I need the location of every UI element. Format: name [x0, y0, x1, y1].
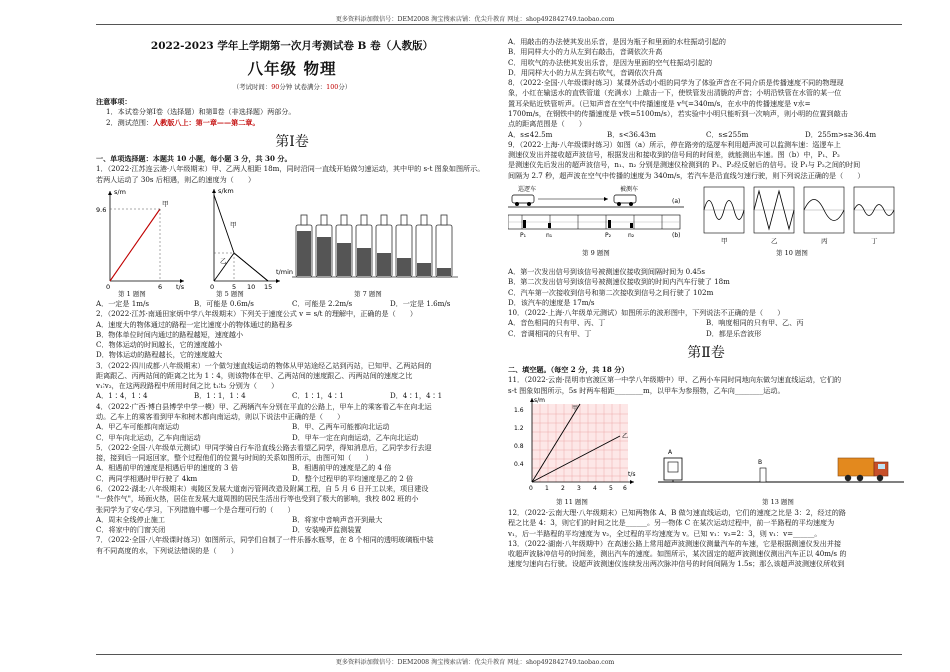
fig5-ylabel: s/km: [218, 186, 234, 195]
q2-option-d: D．物体运动的路程越长，它的速度越大: [96, 350, 223, 360]
fig11-xtick-3: 3: [577, 485, 581, 493]
q9-stem-1: 9．（2022·上海·八年级课时练习）如图（a）所示，停在路旁的巡逻车利用超声波可以监测车速：巡逻车上: [508, 139, 841, 149]
q10-option-b: B．响度相同的只有甲、乙、丙: [706, 318, 804, 328]
q4-stem-2: 动。乙车上的乘客看到甲车和树木都向南运动，则以下说法中正确的是（ ）: [96, 412, 345, 422]
fig11-graph: [514, 397, 636, 492]
q9-q10-figures: [508, 183, 904, 267]
fig13-caption: 第 13 题图: [762, 498, 794, 507]
q5-option-c: C．两同学相遇时甲行驶了 4km: [96, 473, 198, 483]
q13-stem-1: 13．（2022·湖南·八年级期中）在高速公路上常用超声波测速仪测量汽车的车速，它是根据测速仪发出并接: [508, 538, 842, 548]
q6-stem-1: 6．（2022·湖北·八年级期末）夷陵区发展大道南污管网改造及附属工程，自 5 月 6 日开工以来，项目建设: [96, 484, 429, 494]
q1-option-c: C．可能是 2.2m/s: [292, 298, 353, 308]
q13-stem-2: 收超声波脉冲信号的时间差，测出汽车的速度。如图所示，某次固定的超声波测速仪测出汽车正以 40m/s 的: [508, 549, 847, 559]
q6-option-a: A．周末全线停止施工: [96, 514, 165, 524]
q1-options: [96, 299, 488, 309]
q9-stem-4: 间隔为 2.7 秒，超声波在空气中传播的速度为 340m/s，若汽车是沿直线匀速行驶，则下列说法正确的是（ ）: [508, 170, 865, 180]
fig10-label-bing: 丙: [821, 236, 828, 245]
q2-option-c: C．物体运动的时间越长，它的速度越小: [96, 340, 223, 350]
fig1-series-label: 甲: [162, 199, 169, 208]
q3-option-c: C．1∶1，4∶1: [292, 391, 344, 401]
q6-stem-3: 张同学为了安心学习，下列措施中哪一个是合理可行的（ ）: [96, 504, 295, 514]
fig11-xtick-2: 2: [561, 485, 565, 493]
fig9-patrol-label: 巡逻车: [518, 185, 537, 193]
part1-title: 第Ⅰ卷: [275, 133, 309, 150]
fig1-origin: 0: [106, 282, 111, 291]
q8-option-a: A．s≤42.5m: [508, 129, 553, 139]
q9-stem-3: 是测速仪先后发出的超声波信号，n₁、n₂ 分别是测速仪检测到的 P₁、P₂经反射后的信号。设 P₁与 P₂之间的时间: [508, 160, 861, 170]
q9-option-a: A．第一次发出信号到该信号被测速仪接收到间隔时间为 0.45s: [508, 266, 706, 276]
fig5-xtick-0: 0: [210, 282, 215, 291]
q1-option-a: A．一定是 1m/s: [96, 298, 150, 308]
fig1-ylabel: s/m: [114, 187, 126, 196]
q3-option-b: B．1∶1，1∶4: [194, 391, 246, 401]
fig1-graph: [96, 188, 185, 291]
fig11-ytick-12: 1.2: [514, 425, 524, 433]
exam-title: 2022-2023 学年上学期第一次月考测试卷 B 卷（人教版）: [150, 40, 434, 52]
fig13-a-label: A: [668, 449, 673, 457]
q8-stem-4: 1700m/s，在钢铁中的传播速度是 v铁=5100m/s），若实验中小明只能听到一次响声，则小明的位置到敲击: [508, 108, 848, 118]
fig11-ytick-16: 1.6: [514, 407, 524, 415]
q3-stem-1: 3．（2022·四川成都·八年级期末）一个做匀速直线运动的物体从甲站途经乙站到丙站，已知甲、乙两站间的: [96, 360, 432, 370]
q1-q5-q7-figures: [96, 185, 488, 299]
fig1-xtick: 6: [158, 282, 163, 291]
q12-stem-3: v₁，后一半路程的平均速度为 v₂，全过程的平均速度为 v。已知 v₁：v₂=2：3，则 v₁：v=______。: [508, 528, 822, 538]
q4-option-c: C．甲车向北运动，乙车向南运动: [96, 432, 201, 442]
q6-stem-2: "一鼓作气"，场面火热，居住在发展大道周围的居民生活出行等也受到了极大的影响，我校 802 班的小: [96, 494, 419, 504]
q5-stem-2: 接，接到后一同返回家，整个过程他们的位置与时间的关系如图所示，由图可知（ ）: [96, 453, 373, 463]
fig9-diagram: [508, 185, 684, 239]
fig11-fig13-svg: [508, 396, 904, 508]
fig1-ytick: 9.6: [96, 205, 107, 214]
fig9-caption: 第 9 题图: [582, 248, 610, 257]
fig11-ytick-04: 0.4: [514, 461, 524, 469]
q13-stem-3: 速度匀速向右行驶。设超声波测速仪连续发出两次脉冲信号的时间间隔为 1.5s；那么该超声波测速仪所收到: [508, 559, 845, 569]
q5-stem-1: 5．（2022·全国·八年级单元测试）甲同学骑自行车沿直线公路去看望乙同学，得知消息后，乙同学步行去迎: [96, 442, 432, 452]
fig1-xlabel: t/s: [176, 282, 185, 291]
q4-option-d: D．甲车一定在向南运动，乙车向北运动: [292, 432, 419, 442]
part1-heading: 一、单项选择题：本题共 10 小题，每小题 3 分，共 30 分。: [96, 154, 292, 164]
q8-options: [508, 130, 904, 140]
q7-option-b: B．用同样大小的力从左到右敲击，音调依次升高: [508, 47, 663, 57]
fig11-ylabel: s/m: [534, 397, 545, 405]
q10-option-a: A．音色相同的只有甲、丙、丁: [508, 318, 606, 328]
q6-option-c: C．将家中的门窗关闭: [96, 525, 166, 535]
q11-stem-2: s-t 图象如图所示，5s 时两车相距________m，以甲车为参照物，乙车向________运动。: [508, 385, 785, 395]
footer-rule: [96, 654, 902, 655]
page-header: 更多资料添加微信号：DEM2008 淘宝搜索店铺：优尖升教育 网址：shop492842749.taobao.com: [335, 16, 615, 23]
fig5-jia: 甲: [230, 220, 237, 229]
q7-option-d: D．用同样大小的力从左到右吹气，音调依次升高: [508, 67, 663, 77]
time-value: 90: [271, 82, 280, 91]
q11-stem-1: 11．（2022·云南·昆明市官渡区第一中学八年级期中）甲、乙两小车同时同地向东做匀速直线运动，它们的: [508, 375, 842, 385]
q9-option-d: D．该汽车的速度是 17m/s: [508, 297, 595, 307]
fig5-graph: [210, 187, 293, 291]
fig10-caption: 第 10 题图: [776, 248, 808, 257]
fig11-xtick-1: 1: [545, 485, 549, 493]
q3-option-a: A．1∶4，1∶4: [96, 391, 148, 401]
q7-option-a: A．用敲击的办法使其发出乐音，是因为瓶子和里面的水柱振动引起的: [508, 37, 726, 46]
right-column: [508, 37, 904, 570]
fig13-b-label: B: [758, 459, 763, 467]
fig1-caption: 第 1 题图: [118, 289, 146, 298]
q8-stem-1: 8．（2022·全国·八年级课时练习）某课外活动小组的同学为了体验声音在不同介质是传播速度不同的物理现: [508, 78, 844, 88]
header-rule: [96, 24, 902, 25]
fig9-n1: n₁: [546, 231, 553, 239]
q1-option-b: B．可能是 0.6m/s: [194, 298, 254, 308]
q3-stem-2: 距离跟乙、丙两站间的距离之比为 1∶4，则该物体在甲、乙两站间的速度跟乙、丙两站间的速度之比: [96, 370, 413, 380]
exam-meta: （考试时间：90分钟 试卷满分：100分）: [232, 82, 352, 91]
q2-stem: 2．（2022·江苏·南通田家炳中学八年级期末）下列关于速度公式 v = s/t 的理解中，正确的是（ ）: [96, 309, 417, 319]
fig10-label-yi: 乙: [771, 236, 778, 245]
part2-heading: 二、填空题。（每空 2 分，共 18 分）: [508, 365, 629, 375]
q12-stem-1: 12．（2022·云南大理·八年级期末）已知两物体 A、B 做匀速直线运动，它们的速度之比是 3：2，经过的路: [508, 508, 846, 518]
q10-option-c: C．音调相同的只有甲、丁: [508, 328, 592, 338]
q9-stem-2: 测速仪发出并接收超声波信号，根据发出和接收到的信号间的时间差，就能测出车速。图（b）中，P₁、P₂: [508, 150, 840, 160]
fig5-xtick-15: 15: [264, 282, 273, 291]
fig9-target-label: 被测车: [620, 185, 639, 193]
fig11-yi: 乙: [622, 433, 629, 441]
fig5-yi: 乙: [220, 256, 227, 265]
q1-option-d: D．一定是 1.6m/s: [390, 298, 451, 308]
fig9-b-label: (b): [672, 231, 681, 239]
fig11-xtick-0: 0: [529, 485, 533, 493]
fig7-bottles: [292, 215, 458, 277]
q4-option-a: A．甲乙车可能都向南运动: [96, 422, 180, 432]
q2-option-b: B．物体单位时间内通过的路程越短，速度越小: [96, 329, 244, 339]
q3-stem-3: v₁∶v₂，在这两段路程中所用时间之比 t₁∶t₂ 分别为（ ）: [96, 381, 279, 391]
q11-q13-figures: [508, 396, 904, 508]
fig11-xtick-5: 5: [609, 485, 613, 493]
q5-option-d: D．整个过程甲的平均速度是乙的 2 倍: [292, 473, 414, 483]
q6-option-b: B．将家中音响声音开到最大: [292, 514, 383, 524]
exam-subject: 八年级 物理: [247, 59, 337, 79]
q5-option-b: B．相遇前甲的速度是乙的 4 倍: [292, 463, 392, 473]
fig11-xlabel: t/s: [628, 471, 636, 479]
fig11-xtick-6: 6: [623, 485, 627, 493]
q8-option-b: B．s<36.43m: [607, 129, 656, 139]
q10-stem: 10．（2022·上海·八年级单元测试）如图所示的波形图中，下列说法不正确的是（ ）: [508, 308, 785, 318]
q9-option-b: B．第二次发出信号到该信号被测速仪接收到的时间内汽车行驶了 18m: [508, 277, 730, 287]
fig9-n2: n₂: [628, 231, 635, 239]
q12-stem-2: 程之比是 4：3，则它们的时间之比是______。另一物体 C 在某次运动过程中，前一半路程的平均速度为: [508, 518, 835, 528]
fig9-a-label: (a): [672, 197, 681, 205]
q10-option-d: D．都是乐音波形: [706, 328, 762, 338]
q8-stem-2: 象，小红在输送水的直铁管道（充满水）上敲击一下，使铁管发出清脆的声音；小明沿铁管在水管的某一位: [508, 88, 842, 98]
q8-stem-5: 点的距离范围是（ ）: [508, 119, 587, 129]
fig5-caption: 第 5 题图: [216, 289, 244, 298]
left-column: [96, 30, 488, 556]
q1-stem: 1．（2022·江苏连云港·八年级期末）甲、乙两人相距 18m，同时沿同一直线开始做匀速运动，其中甲的 s-t 图象如图所示。若两人运动了 30s 后相遇，则乙的速度为（ ）: [96, 164, 485, 184]
q7-stem-2: 有不同高度的水，下列说法错误的是（ ）: [96, 545, 238, 555]
q6-option-d: D．安装噪声监测装置: [292, 525, 362, 535]
part2-title: 第Ⅱ卷: [687, 344, 725, 361]
q4-stem-1: 4．（2022·广西·博白县博学中学一模）甲、乙两辆汽车分别在平直的公路上，甲车上的乘客看乙车在向北运: [96, 401, 432, 411]
fig10-waveforms: [704, 187, 894, 245]
q7-stem-1: 7．（2022·全国·八年级课时练习）如图所示，同学们自制了一件乐器水瓶琴，在 8 个相同的透明玻璃瓶中装: [96, 535, 434, 545]
q7-option-c: C．用吹气的办法使其发出乐音，是因为里面的空气柱振动引起的: [508, 57, 713, 67]
page-footer: 更多资料添加微信号：DEM2008 淘宝搜索店铺：优尖升教育 网址：shop492842749.taobao.com: [335, 659, 615, 666]
q5-option-a: A．相遇前甲的速度是相遇后甲的速度的 3 倍: [96, 463, 238, 473]
fig7-caption: 第 7 题图: [354, 289, 382, 298]
fig9-p1: P₁: [520, 231, 527, 239]
score-value: 100: [326, 82, 339, 91]
fig9-p2: P₂: [605, 231, 612, 239]
fig10-label-jia: 甲: [721, 236, 728, 245]
q8-option-c: C．s≤255m: [706, 129, 749, 139]
note-2: 2．测试范围：人教版八上：第一章——第二章。: [106, 117, 260, 127]
figures-svg: [96, 185, 488, 299]
q4-option-b: B．甲、乙两车可能都向北运动: [292, 422, 390, 432]
fig9-fig10-svg: [508, 183, 904, 267]
q8-option-d: D．255m>s≥36.4m: [805, 129, 877, 139]
q3-options: [96, 391, 488, 401]
q9-option-c: C．汽车第一次接收到信号和第二次接收到信号之间行驶了 102m: [508, 287, 714, 297]
fig11-jia: 甲: [572, 405, 579, 413]
fig13-diagram: [658, 449, 904, 482]
fig11-ytick-08: 0.8: [514, 443, 524, 451]
fig5-xlabel: t/min: [276, 267, 293, 276]
q8-stem-3: 置耳朵贴近铁管听声。（已知声音在空气中传播速度是 v气=340m/s，在水中的传播速度是 v水=: [508, 98, 811, 108]
q2-option-a: A．速度大的物体通过的路程一定比速度小的物体通过的路程多: [96, 319, 293, 329]
fig11-caption: 第 11 题图: [556, 498, 588, 507]
q3-option-d: D．4∶1，4∶1: [390, 391, 443, 401]
fig11-xtick-4: 4: [593, 485, 597, 493]
fig5-xtick-10: 10: [247, 282, 256, 291]
fig10-label-ding: 丁: [871, 236, 878, 245]
note-1: 1．本试卷分第Ⅰ卷（选择题）和第Ⅱ卷（非选择题）两部分。: [106, 107, 296, 117]
notes-heading: 注意事项：: [96, 96, 132, 106]
fig5-xtick-5: 5: [232, 282, 237, 291]
